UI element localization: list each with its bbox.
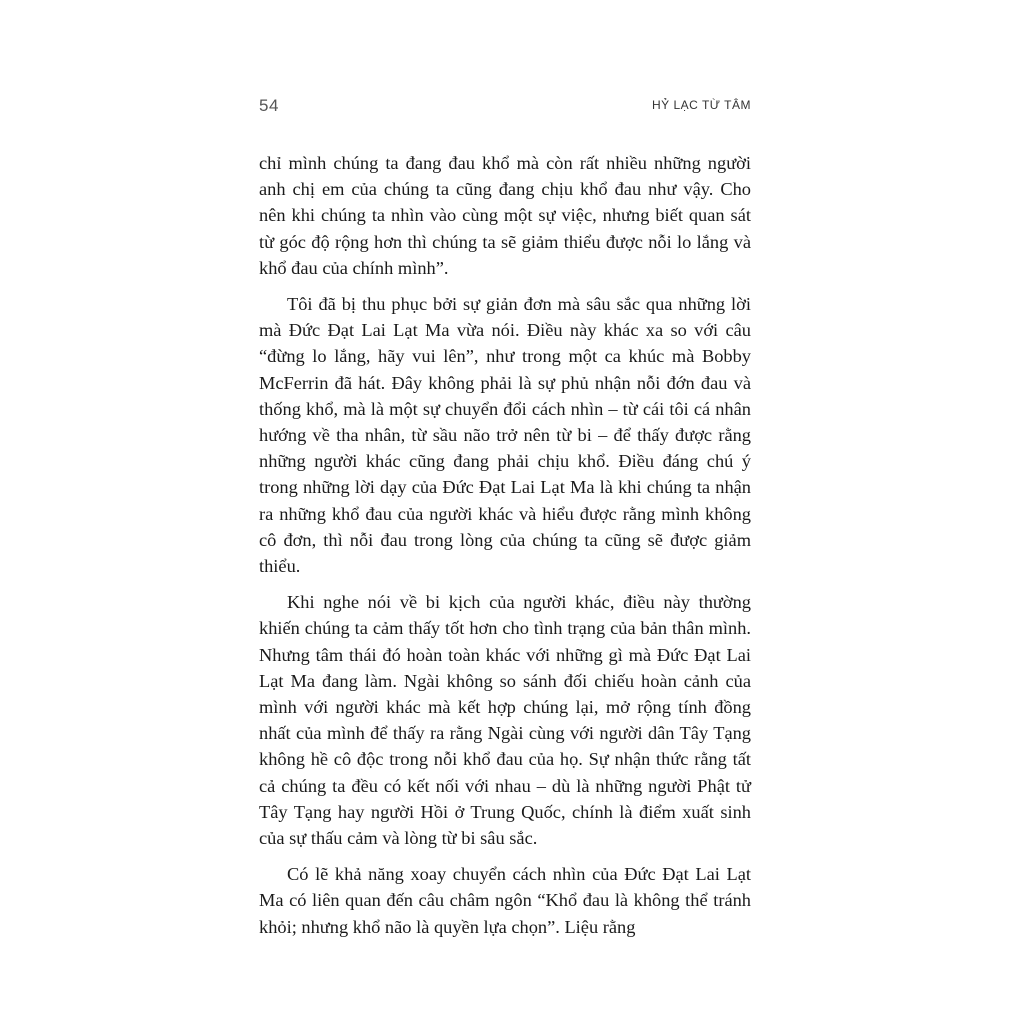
paragraph: Có lẽ khả năng xoay chuyển cách nhìn của Đức Đạt Lai Lạt Ma có liên quan đến câu châm ngôn “Khổ đau là không thể tránh khỏi; nhưng khổ não là quyền lựa chọn”. Liệu rằng [259,864,751,937]
paragraph: Khi nghe nói về bi kịch của người khác, điều này thường khiến chúng ta cảm thấy tốt hơn cho tình trạng của bản thân mình. Nhưng tâm thái đó hoàn toàn khác với những gì mà Đức Đạt Lai Lạt Ma đang làm. Ngài không so sánh đối chiếu hoàn cảnh của mình với người khác mà kết hợp chúng lại, mở rộng tính đồng nhất của mình để thấy ra rằng Ngài cùng với người dân Tây Tạng không hề cô độc trong nỗi khổ đau của họ. Sự nhận thức rằng tất cả chúng ta đều có kết nối với nhau – dù là những người Phật tử Tây Tạng hay người Hồi ở Trung Quốc, chính là điểm xuất sinh của sự thấu cảm và lòng từ bi sâu sắc. [259,592,751,849]
paragraph: chỉ mình chúng ta đang đau khổ mà còn rất nhiều những người anh chị em của chúng ta cũng đang chịu khổ đau như vậy. Cho nên khi chúng ta nhìn vào cùng một sự việc, nhưng biết quan sát từ góc độ rộng hơn thì chúng ta sẽ giảm thiểu được nỗi lo lắng và khổ đau của chính mình”. [259,153,751,278]
page-header [259,96,751,120]
running-title: HỶ LẠC TỪ TÂM [652,98,751,112]
body-text [259,150,751,950]
paragraph: Tôi đã bị thu phục bởi sự giản đơn mà sâu sắc qua những lời mà Đức Đạt Lai Lạt Ma vừa nói. Điều này khác xa so với câu “đừng lo lắng, hãy vui lên”, như trong một ca khúc mà Bobby McFerrin đã hát. Đây không phải là sự phủ nhận nỗi đớn đau và thống khổ, mà là một sự chuyển đổi cách nhìn – từ cái tôi cá nhân hướng về tha nhân, từ sầu não trở nên từ bi – để thấy được rằng những người khác cũng đang phải chịu khổ. Điều đáng chú ý trong những lời dạy của Đức Đạt Lai Lạt Ma là khi chúng ta nhận ra những khổ đau của người khác và hiểu được rằng mình không cô đơn, thì nỗi đau trong lòng của chúng ta cũng sẽ được giảm thiểu. [259,294,751,577]
page-number: 54 [259,96,279,115]
